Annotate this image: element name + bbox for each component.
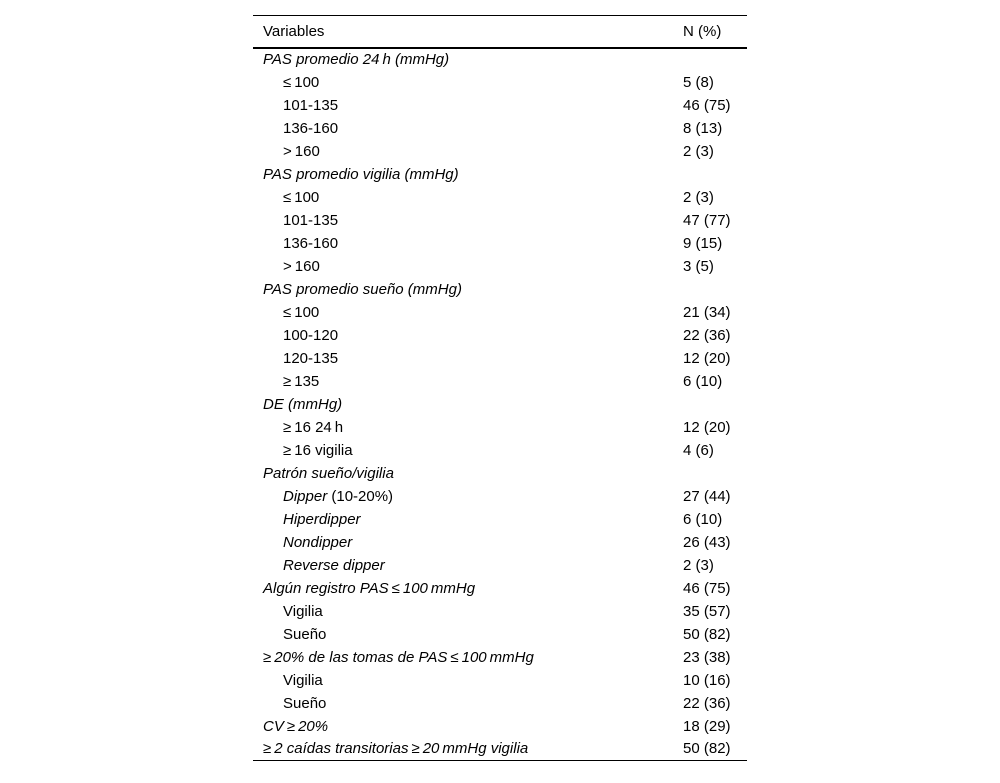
value-cell: 10 (16) [683,671,731,689]
table-row [253,715,747,738]
value-cell: 47 (77) [683,211,731,229]
table-row [253,301,747,324]
table-row [253,462,747,485]
value-cell: 22 (36) [683,694,731,712]
variable-cell [253,393,683,416]
variable-label: 101-135 [283,96,339,114]
variable-cell [253,140,683,163]
value-cell [683,48,747,71]
value-cell: 50 (82) [683,625,731,643]
value-cell: 12 (20) [683,418,731,436]
variable-label: ≥ 135 [283,372,320,390]
value-cell: 21 (34) [683,303,731,321]
value-cell: 4 (6) [683,441,714,459]
variable-cell [253,485,683,508]
table-row [253,738,747,761]
variable-label: ≥ 16 vigilia [283,441,353,459]
variable-cell [253,324,683,347]
variable-label: PAS promedio vigilia (mmHg) [263,165,459,183]
variable-label: Patrón sueño/vigilia [263,464,394,482]
variable-cell [253,577,683,600]
column-header-variables: Variables [253,16,683,48]
variable-label: > 160 [283,257,320,275]
value-cell [683,278,747,301]
variable-cell [253,554,683,577]
variable-label: Reverse dipper [283,556,385,574]
table-row [253,600,747,623]
table-row [253,416,747,439]
value-cell [683,163,747,186]
table-row [253,71,747,94]
variable-cell [253,209,683,232]
value-cell: 35 (57) [683,602,731,620]
table-row [253,370,747,393]
table-row [253,324,747,347]
table-row [253,669,747,692]
table-row [253,209,747,232]
table-row [253,186,747,209]
column-header-n-percent: N (%) [683,16,747,48]
value-cell: 2 (3) [683,188,714,206]
variable-label: ≤ 100 [283,188,320,206]
table-row [253,531,747,554]
variable-label: Vigilia [283,671,323,689]
table-row [253,232,747,255]
variable-cell [253,163,683,186]
variable-cell [253,301,683,324]
table-row [253,577,747,600]
variable-cell [253,462,683,485]
value-cell [683,393,747,416]
variable-cell [253,738,683,761]
variable-label: ≤ 100 [283,303,320,321]
variable-label: > 160 [283,142,320,160]
variable-label: ≤ 100 [283,73,320,91]
value-cell: 5 (8) [683,73,714,91]
variable-label: 136-160 [283,119,339,137]
table-row [253,439,747,462]
table-row [253,347,747,370]
variable-cell [253,117,683,140]
variable-cell [253,600,683,623]
variable-label: Sueño [283,625,327,643]
variable-cell [253,370,683,393]
variable-label: Vigilia [283,602,323,620]
value-cell: 26 (43) [683,533,731,551]
value-cell: 22 (36) [683,326,731,344]
variable-label: 100-120 [283,326,339,344]
value-cell: 23 (38) [683,648,731,666]
value-cell: 6 (10) [683,510,723,528]
table-row [253,163,747,186]
variable-cell [253,439,683,462]
variable-cell [253,692,683,715]
table-row [253,140,747,163]
variable-label: ≥ 20% de las tomas de PAS ≤ 100 mmHg [263,648,534,666]
table-row [253,48,747,71]
variable-label: PAS promedio sueño (mmHg) [263,280,462,298]
variable-label: 101-135 [283,211,339,229]
value-cell: 9 (15) [683,234,723,252]
data-table [253,15,747,761]
variable-cell [253,531,683,554]
table-row [253,485,747,508]
table-row [253,508,747,531]
table-row [253,117,747,140]
variable-cell [253,278,683,301]
value-cell: 2 (3) [683,142,714,160]
table-row [253,94,747,117]
table-row [253,623,747,646]
value-cell [683,462,747,485]
variable-cell [253,186,683,209]
variable-cell [253,255,683,278]
value-cell: 6 (10) [683,372,723,390]
variable-label: (10-20%) [327,487,394,505]
value-cell: 50 (82) [683,738,747,761]
table-row [253,255,747,278]
variable-cell [253,646,683,669]
variable-label: PAS promedio 24 h (mmHg) [263,51,450,68]
variable-label: CV ≥ 20% [263,717,329,735]
variable-cell [253,232,683,255]
value-cell: 12 (20) [683,349,731,367]
variable-cell [253,94,683,117]
header-row [253,16,747,48]
table-row [253,278,747,301]
variable-label: 136-160 [283,234,339,252]
variable-label: ≥ 2 caídas transitorias ≥ 20 mmHg vigilia [263,740,529,758]
variable-label: 120-135 [283,349,339,367]
variable-label: Dipper [283,487,328,505]
variable-cell [253,508,683,531]
variable-cell [253,48,683,71]
value-cell: 18 (29) [683,717,731,735]
variable-cell [253,71,683,94]
value-cell: 3 (5) [683,257,714,275]
variable-label: Sueño [283,694,327,712]
variable-label: Algún registro PAS ≤ 100 mmHg [263,579,476,597]
table-row [253,554,747,577]
variable-cell [253,623,683,646]
variable-label: ≥ 16 24 h [283,418,344,436]
variable-cell [253,715,683,738]
table-row [253,646,747,669]
table-body [253,48,747,761]
value-cell: 2 (3) [683,556,714,574]
value-cell: 46 (75) [683,96,731,114]
variable-cell [253,416,683,439]
variable-label: Nondipper [283,533,353,551]
variable-label: DE (mmHg) [263,395,343,413]
variable-cell [253,347,683,370]
value-cell: 8 (13) [683,119,723,137]
table-row [253,692,747,715]
table-row [253,393,747,416]
variable-label: Hiperdipper [283,510,361,528]
variable-cell [253,669,683,692]
value-cell: 46 (75) [683,579,731,597]
value-cell: 27 (44) [683,487,731,505]
